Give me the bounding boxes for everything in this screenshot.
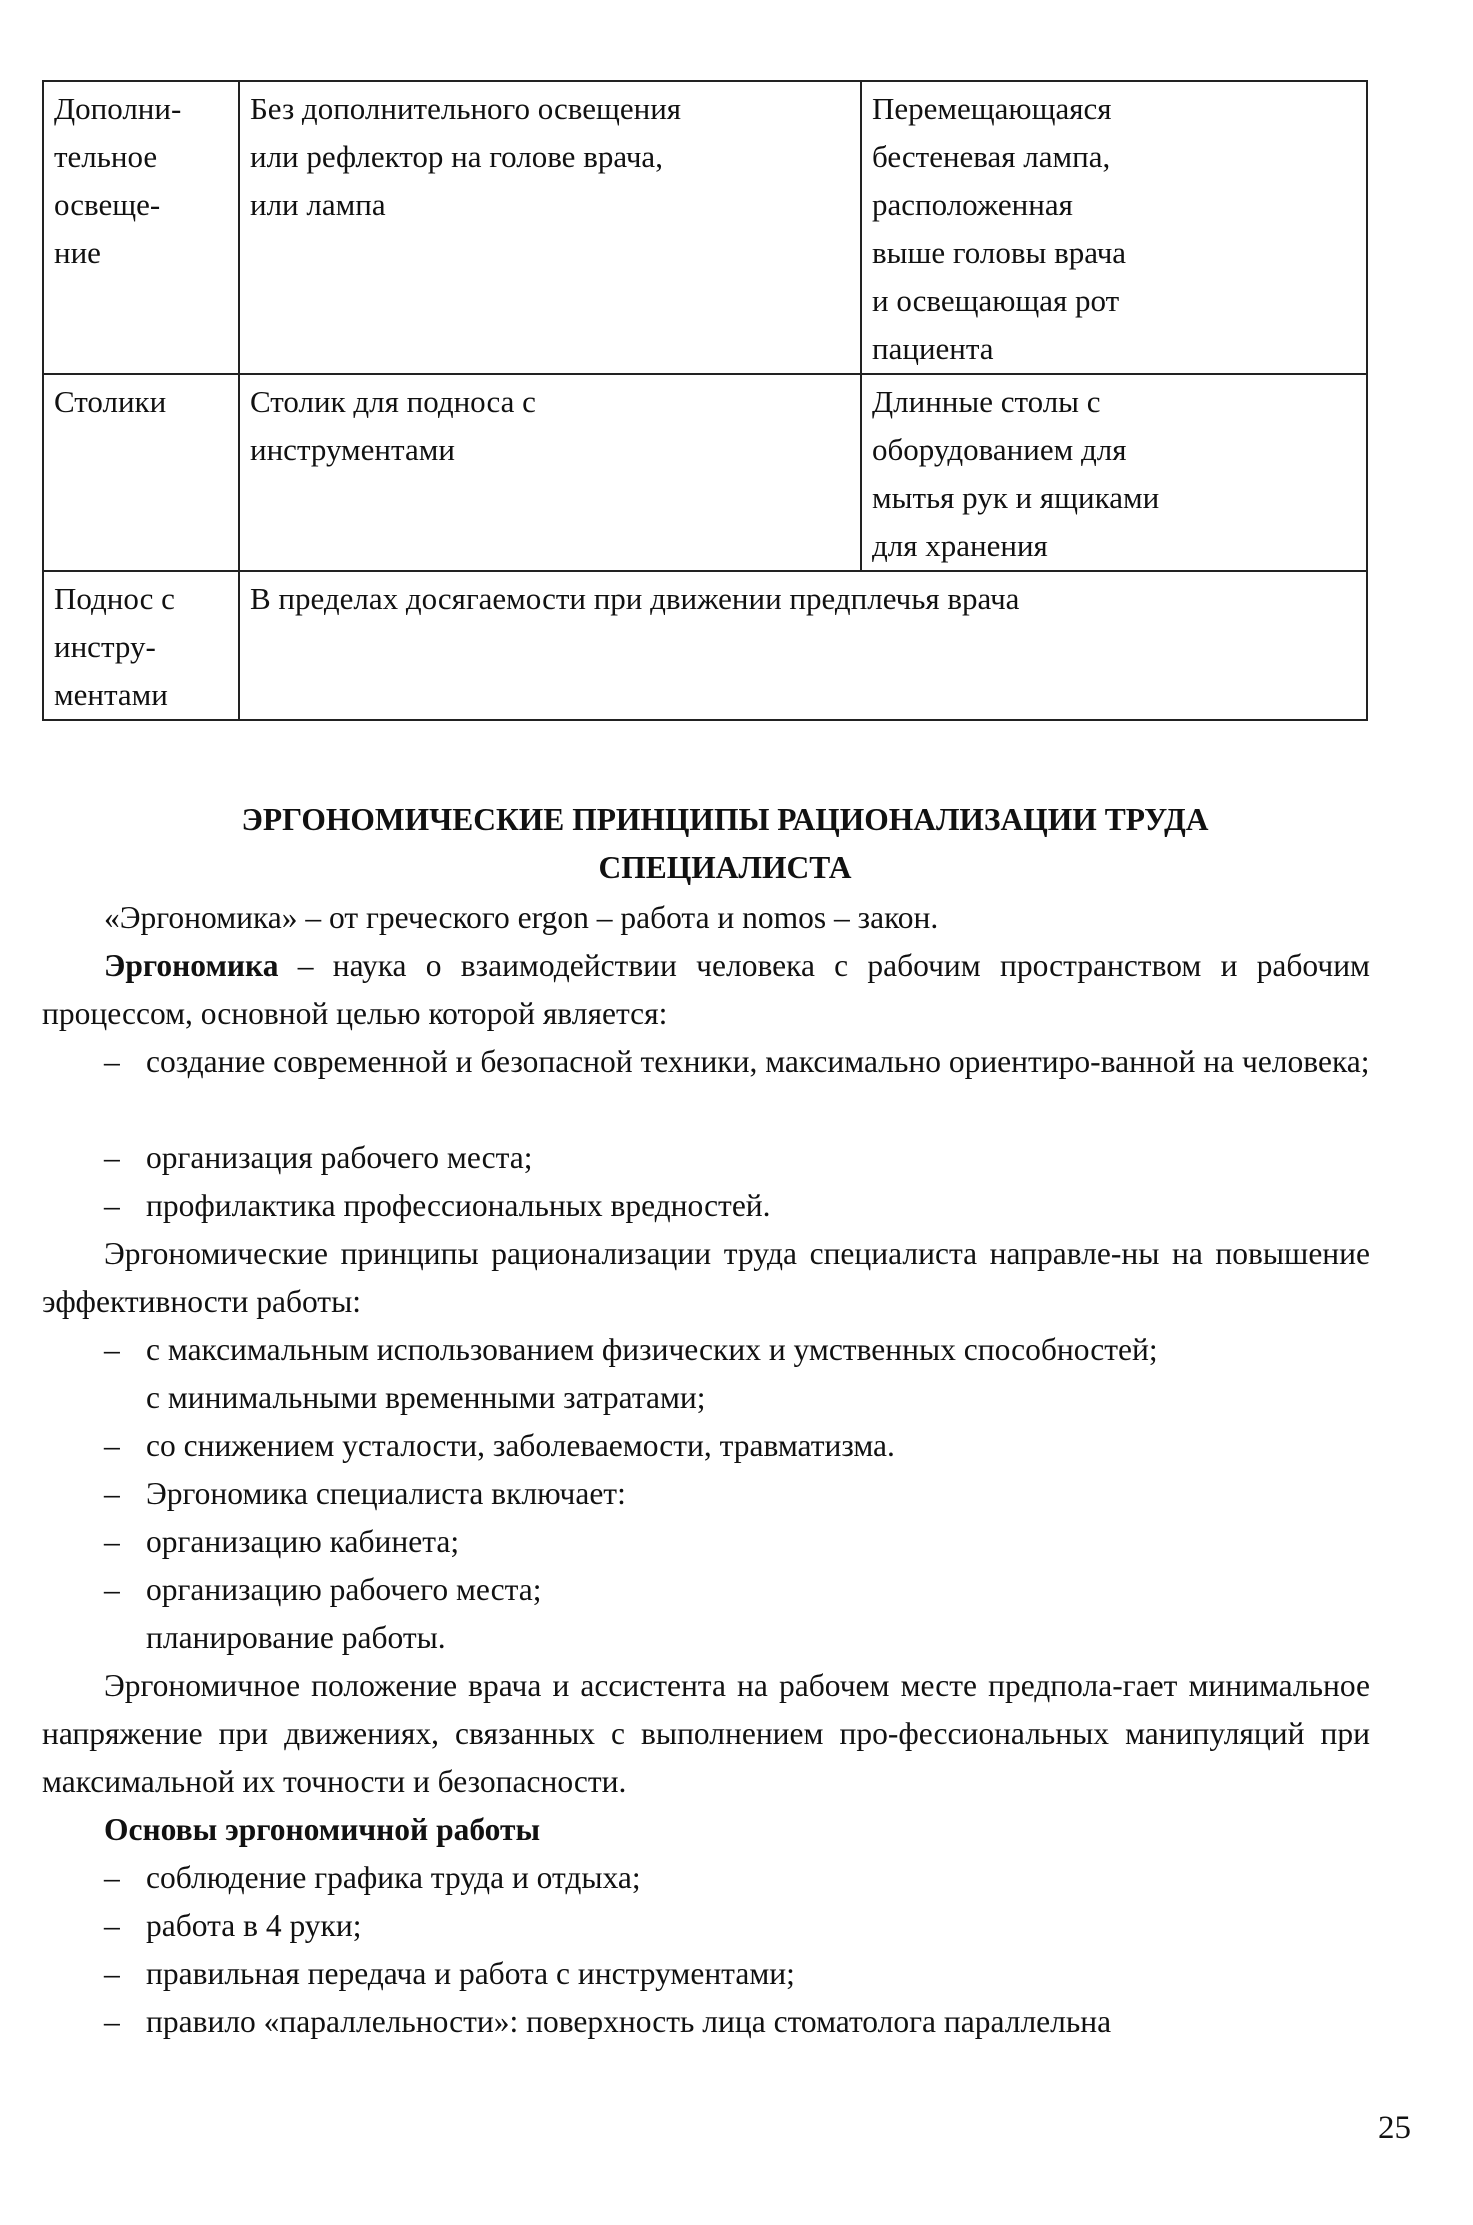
- list-item-text: правильная передача и работа с инструментами;: [146, 1956, 795, 1991]
- list-item: [42, 1518, 1432, 1566]
- list-item: [42, 1374, 1432, 1422]
- list-item: [42, 1134, 1432, 1182]
- dash-bullet: –: [104, 1572, 120, 1607]
- table-row: [43, 81, 1367, 374]
- list-item-text: правило «параллельности»: поверхность лица стоматолога параллельна: [146, 2004, 1112, 2039]
- table-cell-merged: В пределах досягаемости при движении предплечья врача: [239, 571, 1367, 720]
- heading-line: ЭРГОНОМИЧЕСКИЕ ПРИНЦИПЫ РАЦИОНАЛИЗАЦИИ ТРУДА: [241, 802, 1209, 837]
- dash-bullet: –: [104, 1956, 120, 1991]
- list-item: [42, 1182, 1432, 1230]
- table-cell: Столик для подноса с инструментами: [239, 374, 861, 571]
- principles-intro: Эргономические принципы рационализации труда специалиста направле-ны на повышение эффективности работы:: [42, 1236, 1370, 1319]
- list-item: [42, 1566, 1432, 1614]
- list-item: [42, 1902, 1432, 1950]
- list-item: [42, 1326, 1432, 1374]
- dash-bullet: –: [104, 1188, 120, 1223]
- dash-bullet: –: [104, 1908, 120, 1943]
- list-item-text: планирование работы.: [146, 1620, 446, 1655]
- section-heading: [80, 796, 1370, 892]
- comparison-table: [42, 80, 1368, 721]
- list-item: [42, 1950, 1432, 1998]
- table-row: [43, 374, 1367, 571]
- row-label: Столики: [43, 374, 239, 571]
- list-item: [42, 1998, 1432, 2046]
- dash-bullet: –: [104, 1860, 120, 1895]
- list-item-text: организацию кабинета;: [146, 1524, 460, 1559]
- list-item: [42, 1422, 1432, 1470]
- page-number: 25: [1378, 2110, 1411, 2146]
- dash-bullet: –: [104, 1476, 120, 1511]
- dash-bullet: –: [104, 1140, 120, 1175]
- dash-bullet: –: [104, 1044, 120, 1079]
- table-cell: Без дополнительного освещения или рефлектор на голове врача, или лампа: [239, 81, 861, 374]
- list-item-text: соблюдение графика труда и отдыха;: [146, 1860, 641, 1895]
- definition-term: Эргономика: [104, 948, 279, 983]
- row-label: Поднос с инстру- ментами: [43, 571, 239, 720]
- dash-bullet: –: [104, 2004, 120, 2039]
- list-item: [42, 1854, 1432, 1902]
- list-item-text: создание современной и безопасной техники, максимально ориентиро-ванной на человека;: [146, 1044, 1370, 1079]
- dash-bullet: –: [104, 1332, 120, 1367]
- position-paragraph: Эргономичное положение врача и ассистента на рабочем месте предпола-гает минимальное напряжение при движениях, связанных с выполнением про-фессиональных манипуляций при максимальной их точности и безопасности.: [42, 1668, 1370, 1799]
- list-item-text: с максимальным использованием физических и умственных способностей;: [146, 1332, 1158, 1367]
- list-item: [42, 1614, 1432, 1662]
- basics-title: Основы эргономичной работы: [104, 1812, 541, 1847]
- etymology-paragraph: «Эргономика» – от греческого ergon – работа и nomos – закон.: [104, 900, 939, 935]
- row-label: Дополни- тельное освеще- ние: [43, 81, 239, 374]
- table-row: [43, 571, 1367, 720]
- dash-bullet: –: [104, 1524, 120, 1559]
- dash-bullet: –: [104, 1428, 120, 1463]
- table-cell: Длинные столы с оборудованием для мытья рук и ящиками для хранения: [861, 374, 1367, 571]
- list-item-text: организацию рабочего места;: [146, 1572, 542, 1607]
- definition-text: – наука о взаимодействии человека с рабочим пространством и рабочим процессом, основной целью которой является:: [42, 948, 1370, 1031]
- list-item: [42, 1038, 1432, 1086]
- heading-line: СПЕЦИАЛИСТА: [598, 850, 852, 885]
- list-item-text: профилактика профессиональных вредностей.: [146, 1188, 771, 1223]
- table-cell: Перемещающаяся бестеневая лампа, расположенная выше головы врача и освещающая рот пациента: [861, 81, 1367, 374]
- list-item-text: Эргономика специалиста включает:: [146, 1476, 626, 1511]
- list-item-text: работа в 4 руки;: [146, 1908, 362, 1943]
- list-item-text: с минимальными временными затратами;: [146, 1380, 706, 1415]
- list-item-text: организация рабочего места;: [146, 1140, 533, 1175]
- definition-paragraph: [42, 942, 1370, 1038]
- list-item: [42, 1470, 1432, 1518]
- list-item-text: со снижением усталости, заболеваемости, травматизма.: [146, 1428, 895, 1463]
